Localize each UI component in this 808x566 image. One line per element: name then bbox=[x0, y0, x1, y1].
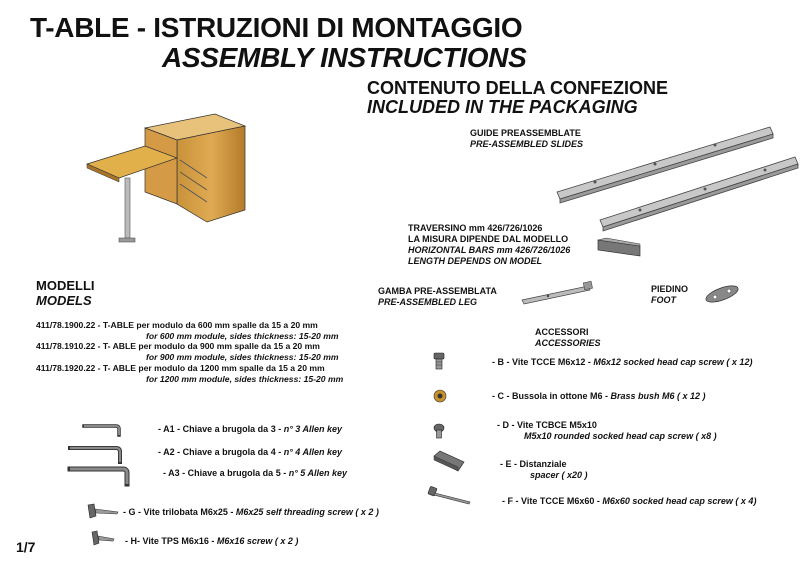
models-title-en: MODELS bbox=[36, 293, 92, 308]
foot-drawing bbox=[704, 284, 740, 304]
pre-assembled-slides-drawing bbox=[555, 112, 800, 227]
tool-a2-en: n° 4 Allen key bbox=[283, 447, 342, 457]
leg-label-en: PRE-ASSEMBLED LEG bbox=[378, 297, 478, 307]
accessory-c-en: Brass bush M6 ( x 12 ) bbox=[610, 391, 706, 401]
leg-drawing bbox=[520, 282, 595, 304]
tool-a2 bbox=[158, 447, 342, 457]
tool-a2-it: - A2 - Chiave a brugola da 4 - bbox=[158, 447, 284, 457]
slides-label-it: GUIDE PREASSEMBLATE bbox=[470, 128, 581, 138]
packaging-title-it: CONTENUTO DELLA CONFEZIONE bbox=[367, 78, 668, 98]
spacer-e-icon bbox=[432, 450, 466, 472]
tool-a1 bbox=[158, 424, 342, 434]
model-item-3-line1: 411/78.1920.22 - T- ABLE per modulo da 1200 mm spalle da 15 a 20 mm bbox=[36, 363, 325, 373]
screw-d-icon bbox=[432, 424, 446, 440]
page-number: 1/7 bbox=[16, 539, 36, 555]
tool-a1-en: n° 3 Allen key bbox=[283, 424, 342, 434]
accessories-title-en: ACCESSORIES bbox=[535, 338, 601, 348]
page-title: T-ABLE - ISTRUZIONI DI MONTAGGIO bbox=[30, 12, 523, 43]
accessory-c bbox=[492, 391, 706, 401]
accessory-e-en: spacer ( x20 ) bbox=[530, 470, 588, 480]
screw-g-en: M6x25 self threading screw ( x 2 ) bbox=[235, 507, 379, 517]
screw-b-icon bbox=[432, 352, 446, 370]
leg-label-it: GAMBA PRE-ASSEMBLATA bbox=[378, 286, 497, 296]
screw-g bbox=[123, 507, 379, 517]
foot-label-en: FOOT bbox=[651, 295, 676, 305]
screw-h bbox=[125, 536, 298, 546]
accessory-f-it: - F - Vite TCCE M6x60 - bbox=[502, 496, 603, 506]
model-item-2-line2: for 900 mm module, sides thickness: 15-20 mm bbox=[146, 352, 339, 362]
brass-bush-c-icon bbox=[433, 389, 447, 403]
screw-h-en: M6x16 screw ( x 2 ) bbox=[216, 536, 299, 546]
model-item-1-line2: for 600 mm module, sides thickness: 15-20 mm bbox=[146, 331, 339, 341]
bar-label-en-1: HORIZONTAL BARS mm 426/726/1026 bbox=[408, 245, 571, 255]
allen-key-3-icon bbox=[82, 420, 122, 438]
bar-label-en-2: LENGTH DEPENDS ON MODEL bbox=[408, 256, 543, 266]
bar-label-it-1: TRAVERSINO mm 426/726/1026 bbox=[408, 223, 543, 233]
accessory-f bbox=[502, 496, 756, 506]
t-able-illustration bbox=[85, 100, 255, 260]
accessory-b-en: M6x12 socked head cap screw ( x 12) bbox=[593, 357, 753, 367]
models-title-it: MODELLI bbox=[36, 278, 95, 293]
screw-h-it: - H- Vite TPS M6x16 - bbox=[125, 536, 217, 546]
accessory-d-it: - D - Vite TCBCE M5x10 bbox=[497, 420, 597, 430]
tool-a3-it: - A3 - Chiave a brugola da 5 - bbox=[163, 468, 289, 478]
accessory-c-it: - C - Bussola in ottone M6 - bbox=[492, 391, 611, 401]
allen-key-5-icon bbox=[68, 462, 132, 488]
screw-g-icon bbox=[86, 503, 120, 519]
page-subtitle: ASSEMBLY INSTRUCTIONS bbox=[162, 42, 527, 73]
screw-g-it: - G - Vite trilobata M6x25 - bbox=[123, 507, 236, 517]
screw-h-icon bbox=[90, 530, 116, 546]
accessory-f-en: M6x60 socked head cap screw ( x 4) bbox=[602, 496, 757, 506]
accessories-title-it: ACCESSORI bbox=[535, 327, 589, 337]
foot-label-it: PIEDINO bbox=[651, 284, 689, 294]
screw-f-icon bbox=[428, 486, 472, 504]
tool-a3-en: n° 5 Allen key bbox=[288, 468, 347, 478]
accessory-e-it: - E - Distanziale bbox=[500, 459, 567, 469]
packaging-title-en: INCLUDED IN THE PACKAGING bbox=[367, 97, 638, 117]
tool-a1-it: - A1 - Chiave a brugola da 3 - bbox=[158, 424, 284, 434]
tool-a3 bbox=[163, 468, 347, 478]
bar-label-it-2: LA MISURA DIPENDE DAL MODELLO bbox=[408, 234, 569, 244]
model-item-1-line1: 411/78.1900.22 - T-ABLE per modulo da 600 mm spalle da 15 a 20 mm bbox=[36, 320, 318, 330]
accessory-d-en: M5x10 rounded socked head cap screw ( x8 ) bbox=[524, 431, 717, 441]
accessory-b-it: - B - Vite TCCE M6x12 - bbox=[492, 357, 594, 367]
model-item-2-line1: 411/78.1910.22 - T- ABLE per modulo da 900 mm spalle da 15 a 20 mm bbox=[36, 341, 320, 351]
accessory-b bbox=[492, 357, 752, 367]
slides-label-en: PRE-ASSEMBLED SLIDES bbox=[470, 139, 584, 149]
model-item-3-line2: for 1200 mm module, sides thickness: 15-20 mm bbox=[146, 374, 344, 384]
horizontal-bar-drawing bbox=[596, 238, 642, 260]
